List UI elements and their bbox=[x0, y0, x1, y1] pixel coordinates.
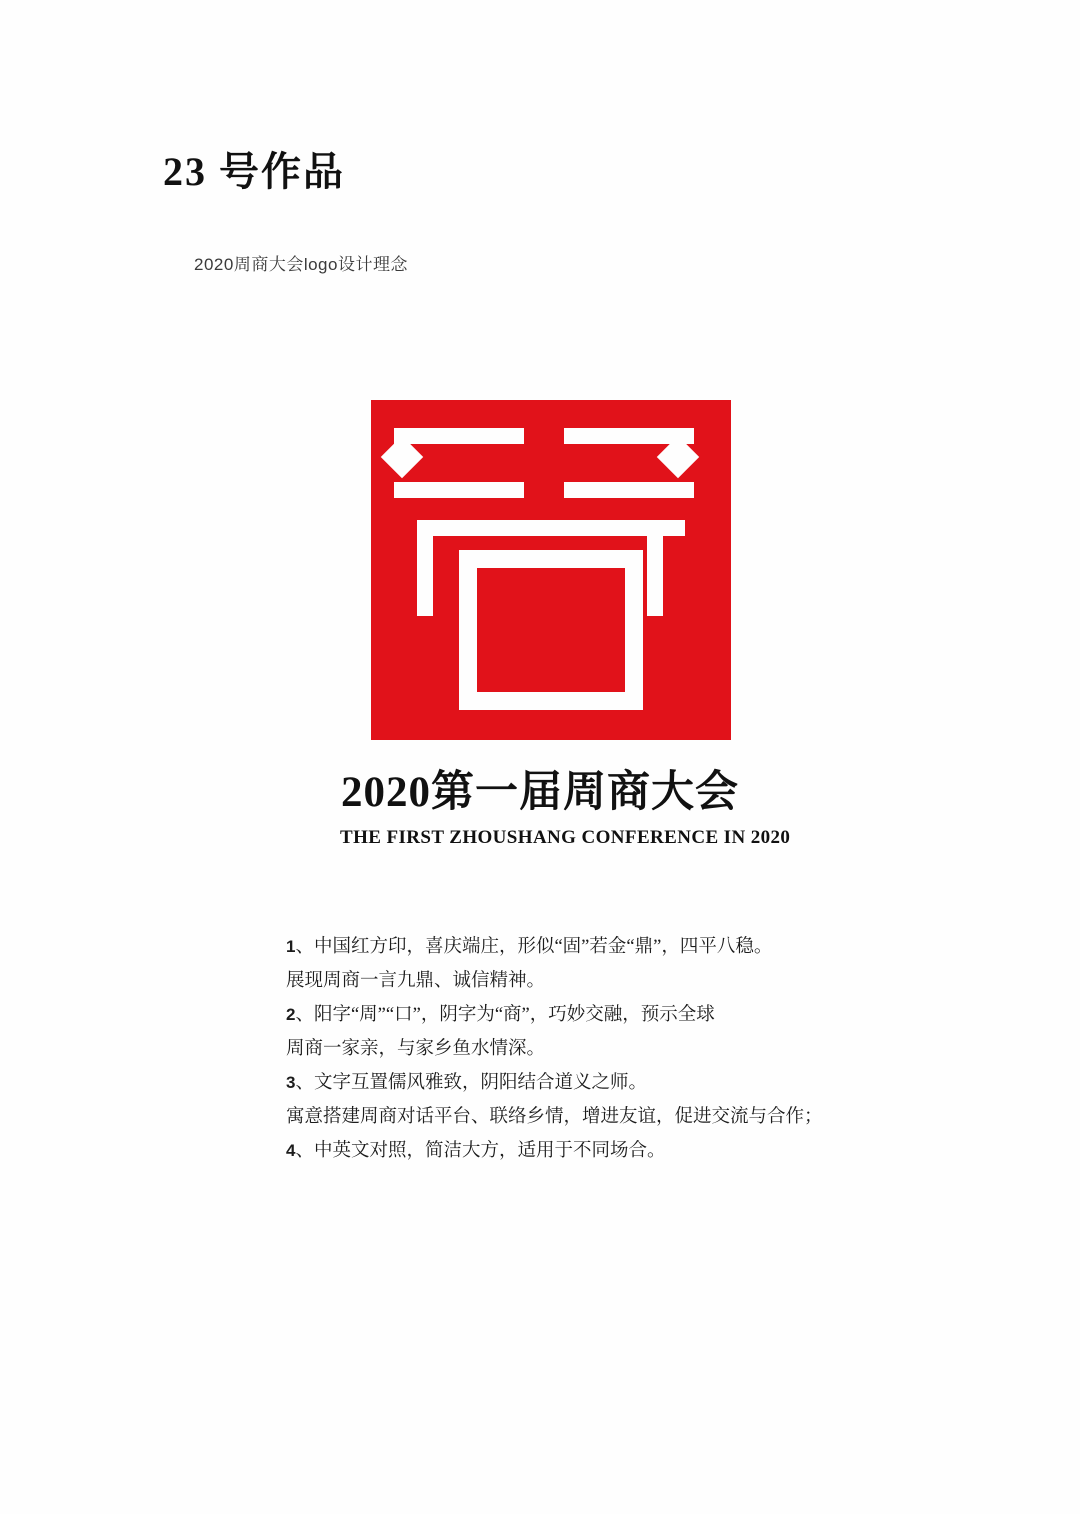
seal-side-slit-right bbox=[647, 520, 663, 616]
concept-line bbox=[286, 1100, 846, 1134]
concept-line-text: 、中英文对照，简洁大方，适用于不同场合。 bbox=[295, 1141, 666, 1161]
concept-line-text: 周商一家亲，与家乡鱼水情深。 bbox=[286, 1039, 546, 1059]
concept-line bbox=[286, 930, 846, 964]
concept-line bbox=[286, 1066, 846, 1100]
logo-title-en: THE FIRST ZHOUSHANG CONFERENCE IN 2020 bbox=[340, 827, 791, 848]
concept-line-number: 1 bbox=[286, 937, 296, 956]
concept-line bbox=[286, 998, 846, 1032]
concept-line-text: 、中国红方印，喜庆端庄，形似“固”若金“鼎”，四平八稳。 bbox=[295, 937, 773, 957]
document-subtitle: 2020周商大会logo设计理念 bbox=[194, 255, 408, 274]
concept-line bbox=[286, 1134, 846, 1168]
concept-line-text: 展现周商一言九鼎、诚信精神。 bbox=[286, 971, 546, 991]
logo-block bbox=[340, 400, 791, 849]
seal-side-slit-left bbox=[417, 520, 433, 616]
concept-line bbox=[286, 1032, 846, 1066]
concept-line-number: 2 bbox=[286, 1005, 296, 1024]
seal-notch-mid-right bbox=[564, 482, 694, 498]
concept-line-text: 、文字互置儒风雅致，阴阳结合道义之师。 bbox=[295, 1073, 647, 1093]
seal-inner-square bbox=[477, 568, 625, 692]
page-title: 23 号作品 bbox=[163, 149, 345, 194]
logo-title-cn: 2020第一届周商大会 bbox=[341, 769, 739, 816]
concept-line-text: 、阳字“周”“口”，阴字为“商”，巧妙交融，预示全球 bbox=[295, 1005, 715, 1025]
seal-notch-top-left bbox=[394, 428, 524, 444]
concept-line-number: 3 bbox=[286, 1073, 296, 1092]
concept-text bbox=[286, 930, 846, 1168]
concept-line-text: 寓意搭建周商对话平台、联络乡情，增进友谊，促进交流与合作； bbox=[286, 1107, 823, 1127]
seal-horizontal-band bbox=[417, 520, 685, 536]
seal-notch-mid-left bbox=[394, 482, 524, 498]
zhoushang-seal-logo bbox=[349, 400, 731, 740]
concept-line bbox=[286, 964, 846, 998]
concept-line-number: 4 bbox=[286, 1141, 296, 1160]
